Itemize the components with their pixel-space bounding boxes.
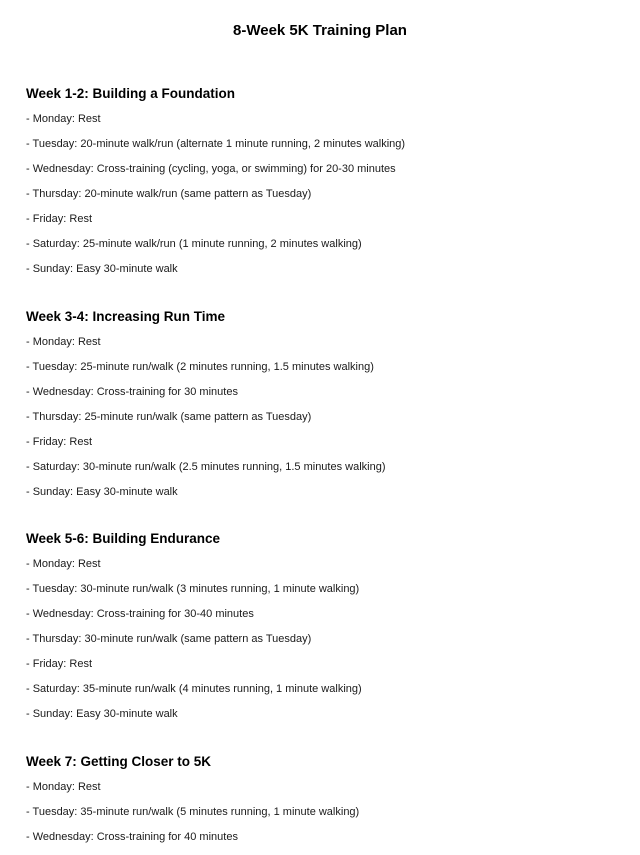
week-section (26, 308, 626, 510)
document-title: 8-Week 5K Training Plan (233, 22, 407, 39)
day-item: - Friday: Rest (26, 213, 93, 225)
day-item: - Monday: Rest (26, 336, 101, 348)
day-item: - Wednesday: Cross-training for 30 minutes (26, 386, 238, 398)
week-section (26, 85, 626, 287)
day-item: - Friday: Rest (26, 658, 93, 670)
day-item: - Thursday: 25-minute run/walk (same pattern as Tuesday) (26, 411, 312, 423)
section-heading: Week 3-4: Increasing Run Time (26, 309, 226, 324)
day-item: - Wednesday: Cross-training for 40 minutes (26, 831, 238, 843)
section-heading: Week 1-2: Building a Foundation (26, 86, 236, 101)
day-list (26, 557, 626, 732)
day-item: - Saturday: 25-minute walk/run (1 minute running, 2 minutes walking) (26, 238, 362, 250)
day-item: - Thursday: 20-minute walk/run (same pattern as Tuesday) (26, 188, 312, 200)
day-item: - Monday: Rest (26, 558, 101, 570)
day-list (26, 112, 626, 287)
week-section (26, 530, 626, 732)
day-item: - Friday: Rest (26, 436, 93, 448)
day-item: - Sunday: Easy 30-minute walk (26, 486, 178, 498)
day-list (26, 780, 626, 855)
day-item: - Monday: Rest (26, 781, 101, 793)
day-item: - Thursday: 30-minute run/walk (same pattern as Tuesday) (26, 633, 312, 645)
day-item: - Sunday: Easy 30-minute walk (26, 708, 178, 720)
day-item: - Wednesday: Cross-training for 30-40 minutes (26, 608, 254, 620)
day-item: - Tuesday: 30-minute run/walk (3 minutes running, 1 minute walking) (26, 583, 360, 595)
day-item: - Tuesday: 20-minute walk/run (alternate 1 minute running, 2 minutes walking) (26, 138, 406, 150)
day-item: - Wednesday: Cross-training (cycling, yoga, or swimming) for 20-30 minutes (26, 163, 396, 175)
day-list (26, 335, 626, 510)
section-heading: Week 7: Getting Closer to 5K (26, 754, 212, 769)
day-item: - Tuesday: 25-minute run/walk (2 minutes running, 1.5 minutes walking) (26, 361, 374, 373)
day-item: - Saturday: 35-minute run/walk (4 minutes running, 1 minute walking) (26, 683, 362, 695)
day-item: - Tuesday: 35-minute run/walk (5 minutes running, 1 minute walking) (26, 806, 360, 818)
day-item: - Saturday: 30-minute run/walk (2.5 minutes running, 1.5 minutes walking) (26, 461, 386, 473)
week-section (26, 753, 626, 855)
section-heading: Week 5-6: Building Endurance (26, 531, 221, 546)
day-item: - Sunday: Easy 30-minute walk (26, 263, 178, 275)
day-item: - Monday: Rest (26, 113, 101, 125)
